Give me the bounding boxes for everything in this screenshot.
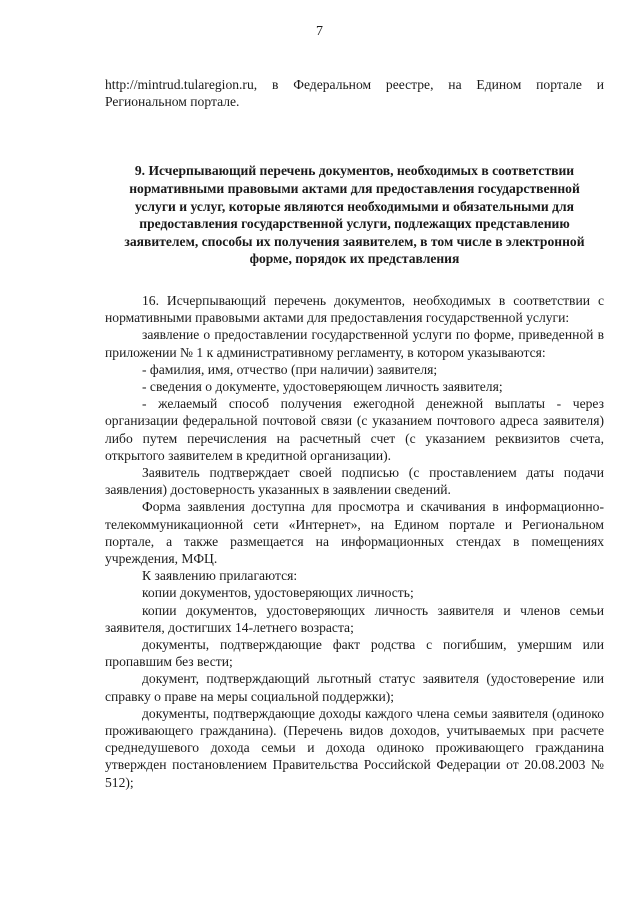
form-availability-paragraph: Форма заявления доступна для просмотра и скачивания в информационно-телекоммуникационной сети «Интернет», на Едином портале и Региональном портале, а также размещается на информационных стендах в помещениях учреждения, МФЦ. — [105, 499, 604, 567]
list-item-payment-method: - желаемый способ получения ежегодной денежной выплаты - через организации федеральной почтовой связи (с указанием почтового адреса заявителя) либо путем перечисления на расчетный счет (с указанием реквизитов счета, открытого заявителем в кредитной организации). — [105, 396, 604, 463]
attachment-kinship-documents: документы, подтверждающие факт родства с погибшим, умершим или пропавшим без вести; — [105, 637, 604, 670]
application-form-paragraph: заявление о предоставлении государственной услуги по форме, приведенной в приложении № 1 к административному регламенту, в котором указываются: — [105, 327, 604, 360]
list-item-full-name: - фамилия, имя, отчество (при наличии) заявителя; — [142, 361, 438, 377]
attachment-family-identity-copies: копии документов, удостоверяющих личность заявителя и членов семьи заявителя, достигших 14-летнего возраста; — [105, 602, 604, 635]
document-body — [105, 76, 604, 791]
attachments-heading: К заявлению прилагаются: — [142, 568, 298, 584]
section-heading: 9. Исчерпывающий перечень документов, необходимых в соответствии нормативными правовыми актами для предоставления государственной услуги и услуг, которые являются необходимыми и обязательными для предоставления государственной услуги, подлежащих представлению заявителем, способы их получения заявителем, в том числе в электронной форме, порядок их представления — [124, 163, 585, 267]
list-item-id-document: - сведения о документе, удостоверяющем личность заявителя; — [142, 378, 503, 394]
attachment-benefit-status: документ, подтверждающий льготный статус заявителя (удостоверение или справку о праве на меры социальной поддержки); — [105, 671, 604, 704]
attachment-income-documents: документы, подтверждающие доходы каждого члена семьи заявителя (одиноко проживающего гражданина). (Перечень видов доходов, учитываемых при расчете среднедушевого дохода семьи и дохода одиноко проживающего гражданина утвержден постановлением Правительства Российской Федерации от 20.08.2003 № 512); — [105, 705, 604, 790]
intro-paragraph: http://mintrud.tularegion.ru, в Федеральном реестре, на Едином портале и Региональном портале. — [105, 77, 604, 110]
page-number: 7 — [316, 24, 323, 39]
signature-paragraph: Заявитель подтверждает своей подписью (с проставлением даты подачи заявления) достоверность указанных в заявлении сведений. — [105, 465, 604, 498]
attachment-identity-copies: копии документов, удостоверяющих личность; — [142, 585, 414, 601]
paragraph-16-intro: 16. Исчерпывающий перечень документов, необходимых в соответствии с нормативными правовыми актами для предоставления государственной услуги: — [105, 292, 604, 326]
